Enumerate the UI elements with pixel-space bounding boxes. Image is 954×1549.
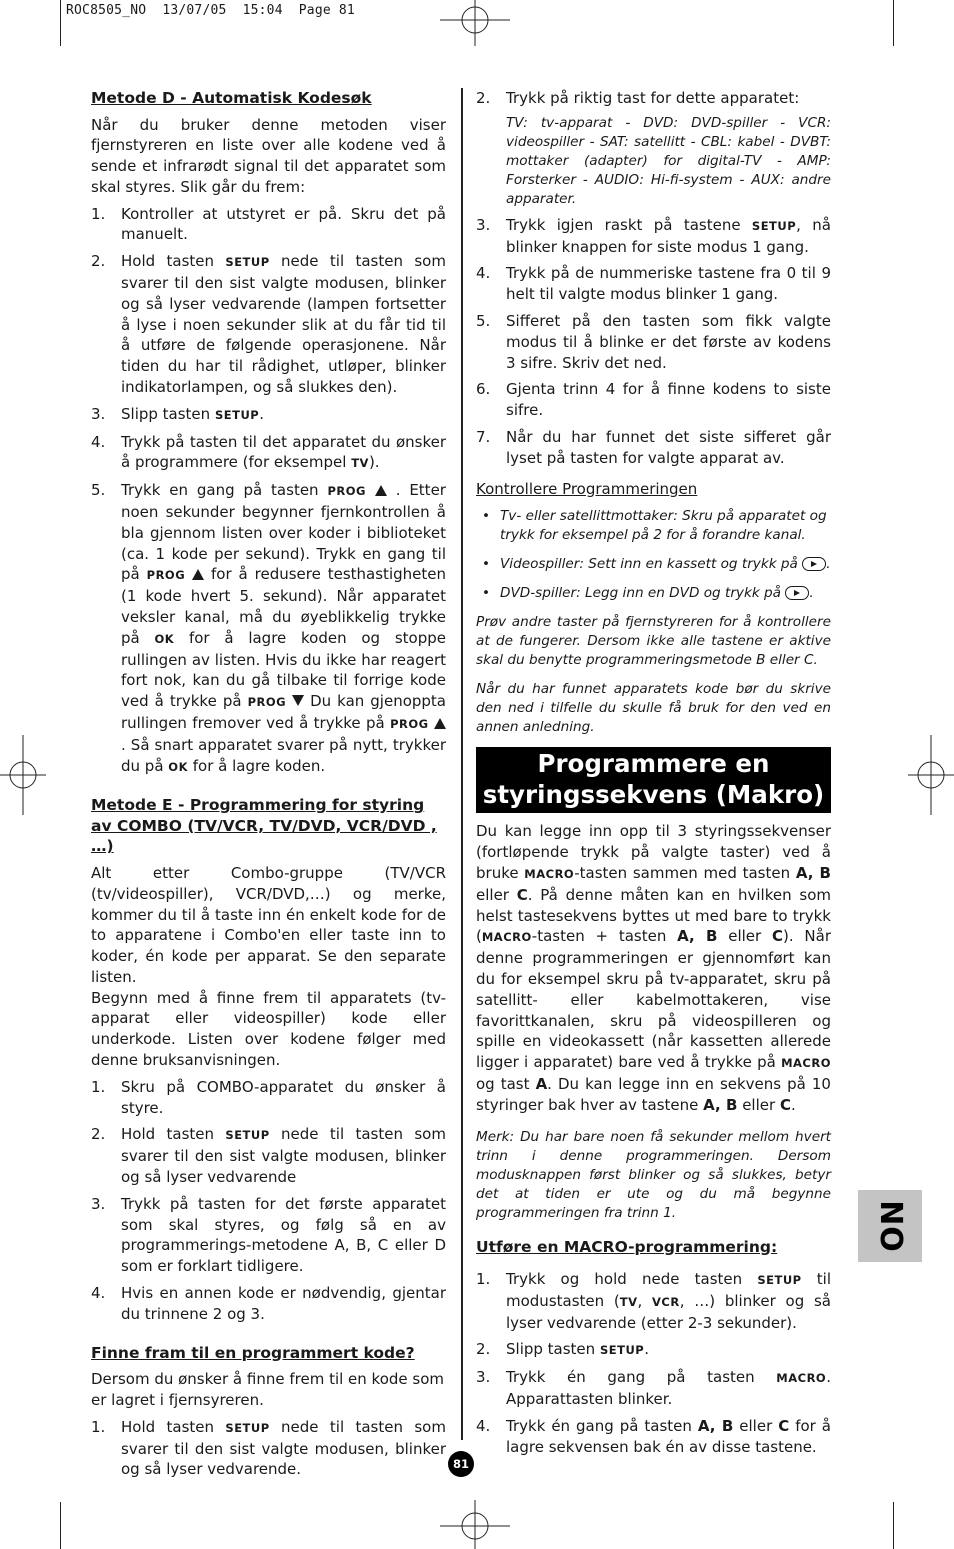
device-type-list: TV: tv-apparat - DVD: DVD-spiller - VCR: videospiller - SAT: satellitt - CBL: kabel - DVBT: mottaker (adapter) for digital-TV - AMP: Forsterker - AUDIO: Hi-fi-system - AUX: andre apparater. xyxy=(506,114,831,207)
check-note-1: Prøv andre taster på fjernstyreren for å kontrollere at de fungerer. Dersom ikke alle tastene er aktive skal du benytte programmeringsmetode B eller C. xyxy=(476,614,831,669)
triangle-up-icon xyxy=(375,485,387,496)
check-programming-title: Kontrollere Programmeringen xyxy=(476,479,698,498)
list-item: 4. Trykk på de nummeriske tastene fra 0 til 9 helt til valgte modus blinker 1 gang. xyxy=(476,264,831,304)
macro-note: Merk: Du har bare noen få sekunder mellom hvert trinn i denne programmeringen. Dersom modusknappen først blinker og så slukkes, betyr det at tiden er ute og du må begynne programmeringen fra trinn 1. xyxy=(476,1128,831,1221)
list-item: 3. Trykk igjen raskt på tastene SETUP, nå blinker knappen for siste modus 1 gang. xyxy=(476,215,831,256)
method-d-steps xyxy=(91,204,446,778)
method-e-steps xyxy=(91,1077,446,1325)
check-note-2: Når du har funnet apparatets kode bør du skrive den ned i tilfelle du skulle få bruk for den ved en annen anledning. xyxy=(476,681,831,736)
triangle-down-icon xyxy=(292,695,304,706)
language-tab: NO xyxy=(858,1190,922,1262)
key-setup: SETUP xyxy=(214,407,260,422)
list-item: 7. Når du har funnet det siste sifferet går lyset på tasten for valgte apparat av. xyxy=(476,427,831,467)
registration-mark-bottom xyxy=(440,1500,510,1549)
triangle-up-icon xyxy=(192,569,204,580)
crop-mark-top-right-v xyxy=(893,0,894,46)
list-item: 4. Trykk én gang på tasten A, B eller C for å lagre sekvensen bak én av disse tastene. xyxy=(476,1416,831,1456)
play-button-icon xyxy=(802,557,826,571)
key-setup: SETUP xyxy=(751,218,797,233)
method-e-intro-2: Begynn med å finne frem til apparatets (tv-apparat eller videospiller) kode eller underkode. Listen over kodene følger med denne bruksanvisningen. xyxy=(91,988,446,1070)
list-item: 1. Trykk og hold nede tasten SETUP til modustasten (TV, VCR, …) blinker og så lyser vedvarende (etter 2-3 sekunder). xyxy=(476,1270,831,1332)
left-column xyxy=(91,88,446,1490)
key-prog: PROG xyxy=(327,484,366,499)
list-item: • Tv- eller satellittmottaker: Skru på apparatet og trykk for eksempel på 2 for å forandre kanal. xyxy=(482,508,827,544)
list-item: 2. Hold tasten SETUP nede til tasten som svarer til den sist valgte modusen, blinker og så lyser vedvarende (lampen fortsetter å lyse i noen sekunder slik at du får tid til å utføre de følgende operasjonene. Når tiden du har til rådighet, utløper, blinker indikatorlampen, og så slukkes den). xyxy=(91,252,446,397)
method-d-title: Metode D - Automatisk Kodesøk xyxy=(91,89,372,107)
key-setup: SETUP xyxy=(225,1420,270,1435)
play-button-icon xyxy=(785,586,809,600)
list-item: • DVD-spiller: Legg inn en DVD og trykk på . xyxy=(482,585,814,602)
list-item: 2. Trykk på riktig tast for dette apparatet: TV: tv-apparat - DVD: DVD-spiller - VCR: videospiller - SAT: satellitt - CBL: kabel - DVBT: mottaker (adapter) for digital-TV - AMP: Forsterker - AUDIO: Hi-fi-system - AUX: andre apparater. xyxy=(476,89,831,207)
find-code-title: Finne fram til en programmert kode? xyxy=(91,1343,415,1362)
key-setup: SETUP xyxy=(225,255,270,270)
run-macro-title: Utføre en MACRO-programmering: xyxy=(476,1237,778,1256)
list-item: 5. Sifferet på den tasten som fikk valgte modus til å blinke er det første av kodens 3 sifre. Skriv det ned. xyxy=(476,311,831,372)
crop-mark-bottom-left-v xyxy=(60,1502,61,1549)
macro-steps xyxy=(476,1269,831,1457)
print-header: ROC8505_NO 13/07/05 15:04 Page 81 xyxy=(66,3,355,18)
crop-mark-bottom-right-v xyxy=(893,1502,894,1549)
method-d-intro: Når du bruker denne metoden viser fjernstyreren en liste over alle kodene ved å sende et infrarødt signal til det apparatet som skal styres. Slik går du frem: xyxy=(91,115,446,196)
list-item: 1. Kontroller at utstyret er på. Skru det på manuelt. xyxy=(91,204,446,244)
macro-banner: Programmere en styringssekvens (Makro) xyxy=(476,747,831,813)
macro-intro: Du kan legge inn opp til 3 styringssekvenser (fortløpende trykk på valgte taster) ved å bruke MACRO-tasten sammen med tasten A, B eller C. På denne måten kan en hvilken som helst tastesekvens byttes ut med bare to trykk (MACRO-tasten + tasten A, B eller C). Når denne programmeringen er gjennomført kan du for eksempel skru på tv-apparatet, skru på satellitt- eller kabelmottakeren, vise favorittkanalen, skru på videospilleren og spille en videokassett (når kassetten allerede ligger i apparatet) bare ved å trykke på MACRO og tast A. Du kan legge inn en sekvens på 10 styringer bak hver av tastene A, B eller C. xyxy=(476,822,831,1114)
key-prog: PROG xyxy=(390,717,429,732)
key-prog: PROG xyxy=(146,568,186,583)
column-divider xyxy=(461,88,463,1440)
registration-mark-left xyxy=(0,735,46,815)
list-item: 1. Skru på COMBO-apparatet du ønsker å styre. xyxy=(91,1077,446,1117)
find-code-steps-continued xyxy=(476,88,831,469)
list-item: 2. Hold tasten SETUP nede til tasten som svarer til den sist valgte modusen, blinker og så lyser vedvarende xyxy=(91,1125,446,1187)
list-item: 4. Trykk på tasten til det apparatet du ønsker å programmere (for eksempel TV). xyxy=(91,432,446,472)
key-prog: PROG xyxy=(247,695,287,710)
registration-mark-top xyxy=(440,0,510,46)
triangle-up-icon xyxy=(434,718,446,729)
list-item: 1. Hold tasten SETUP nede til tasten som svarer til den sist valgte modusen, blinker og så lyser vedvarende. xyxy=(91,1417,446,1479)
right-column xyxy=(476,88,831,1467)
list-item: 4. Hvis en annen kode er nødvendig, gjentar du trinnene 2 og 3. xyxy=(91,1284,446,1323)
key-setup: SETUP xyxy=(225,1128,270,1143)
key-ok: OK xyxy=(168,759,188,774)
method-e-intro: Alt etter Combo-gruppe (TV/VCR (tv/videospiller), VCR/DVD,…) og merke, kommer du til å taste inn én enkelt kode for de to apparatene i Combo'en eller taste inn to koder, én kode per apparat. Se den separate listen. xyxy=(91,863,446,986)
list-item: 3. Trykk én gang på tasten MACRO. Apparattasten blinker. xyxy=(476,1368,831,1408)
registration-mark-right xyxy=(908,735,954,815)
list-item: • Videospiller: Sett inn en kassett og trykk på . xyxy=(482,556,831,573)
list-item: 5. Trykk en gang på tasten PROG . Etter noen sekunder begynner fjernkontrollen å bla gjennom listen over koder i biblioteket (ca. 1 kode per sekund). Trykk en gang til på PROG for å redusere testhastigheten (1 kode hvert 5. sekund). Når apparatet veksler kanal, må du øyeblikkelig trykke på OK for å lagre koden og stoppe rullingen av listen. Hvis du ikke har reagert fort nok, kan du gå tilbake til forrige kode ved å trykke på PROG Du kan gjenoppta rullingen fremover ved å trykke på PROG . Så snart apparatet svarer på nytt, trykker du på OK for å lagre koden. xyxy=(91,481,446,775)
find-code-intro: Dersom du ønsker å finne frem til en kode som er lagret i fjernsyreren. xyxy=(91,1370,445,1409)
list-item: 2. Slipp tasten SETUP. xyxy=(476,1340,649,1359)
key-tv: TV xyxy=(351,456,369,471)
find-code-steps xyxy=(91,1417,446,1480)
list-item: 3. Trykk på tasten for det første apparatet som skal styres, og følg så en av programmerings-metodene A, B, C eller D som er forklart tidligere. xyxy=(91,1194,446,1276)
key-ok: OK xyxy=(154,631,175,646)
page-number: 81 xyxy=(448,1451,474,1477)
crop-mark-top-left-v xyxy=(60,0,61,46)
method-e-title: Metode E - Programmering for styring av COMBO (TV/VCR, TV/DVD, VCR/DVD , …) xyxy=(91,796,437,856)
list-item: 6. Gjenta trinn 4 for å finne kodens to siste sifre. xyxy=(476,380,831,420)
list-item: 3. Slipp tasten SETUP. xyxy=(91,404,264,423)
